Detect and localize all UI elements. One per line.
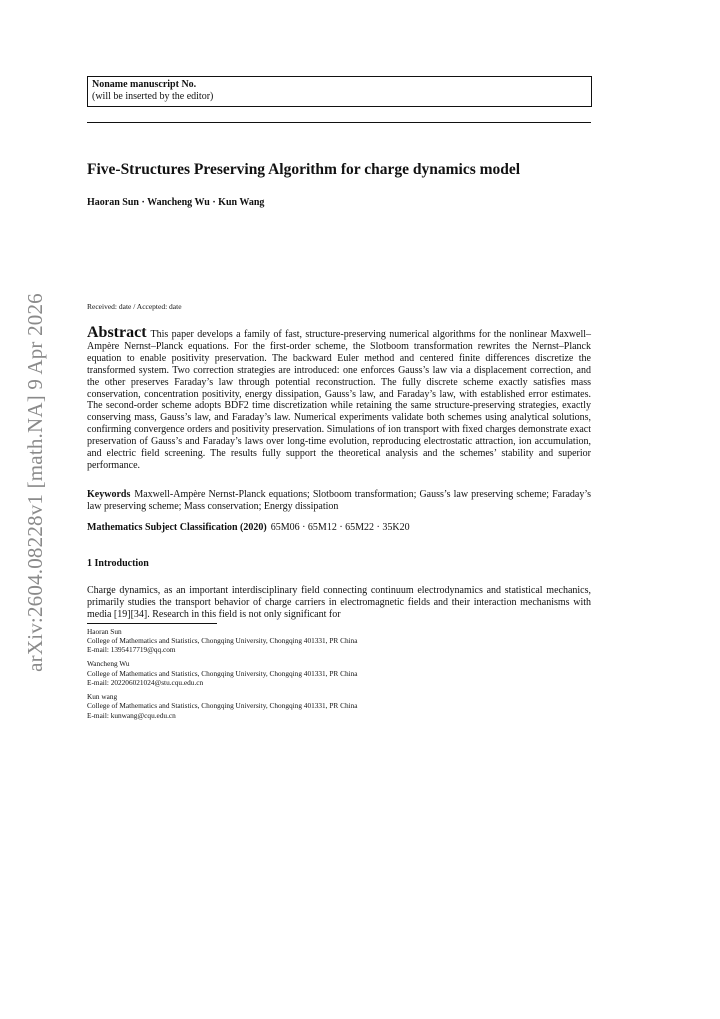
received-accepted-line: Received: date / Accepted: date <box>87 302 182 311</box>
header-rule <box>87 122 591 123</box>
keywords-heading: Keywords <box>87 488 131 500</box>
editor-note: (will be inserted by the editor) <box>92 91 214 102</box>
manuscript-number-label: Noname manuscript No. <box>92 79 197 90</box>
affiliation-email: E-mail: 1395417719@qq.com <box>87 645 176 655</box>
paper-page <box>87 76 591 720</box>
manuscript-number-box <box>87 76 592 107</box>
msc-codes: 65M06 · 65M12 · 65M22 · 35K20 <box>270 521 410 533</box>
abstract-block <box>87 324 591 472</box>
affiliation-entry <box>87 659 591 687</box>
msc-heading: Mathematics Subject Classification (2020) <box>87 521 267 533</box>
affiliation-address: College of Mathematics and Statistics, Chongqing University, Chongqing 401331, PR China <box>87 668 358 678</box>
msc-block <box>87 522 591 533</box>
affiliation-author-name: Kun wang <box>87 692 118 702</box>
keywords-text: Maxwell-Ampère Nernst-Planck equations; Slotboom transformation; Gauss’s law preserving scheme; Faraday’s law preserving scheme; Mass conservation; Energy dissipation <box>87 488 591 512</box>
arxiv-identifier-text: arXiv:2604.08228v1 [math.NA] 9 Apr 2026 <box>22 293 47 672</box>
author-list: Haoran Sun · Wancheng Wu · Kun Wang <box>87 197 265 208</box>
abstract-text: This paper develops a family of fast, structure-preserving numerical algorithms for the nonlinear Maxwell–Ampère Nernst–Planck equations. For the first-order scheme, the Slotboom transformation rewrites the Nernst–Planck equation to enable positivity preservation. The backward Euler method and centered finite differences discretize the transformed system. Two correction strategies are introduced: one enforces Gauss’s law via a displacement correction, and the other preserves Faraday’s law through potential reconstruction. The fully discrete scheme exactly satisfies mass conservation, concentration positivity, energy dissipation, Gauss’s law, and Faraday’s law, with established error estimates. The second-order scheme adopts BDF2 time discretization while retaining the same structure-preserving strategies, exactly conserving mass, Gauss’s law, and Faraday’s law. Numerical experiments validate both schemes using analytical solutions, confirming convergence orders and positivity preservation. Simulations of ion transport with fixed charges demonstrate exact preservation of Gauss’s and Faraday’s laws over long-time evolution, reproducing electrostatic attraction, ion accumulation, and electric field screening. The results fully support the theoretical analysis and the schemes’ stability and superior performance. <box>87 329 591 471</box>
affiliation-email: E-mail: 202206021024@stu.cqu.edu.cn <box>87 677 204 687</box>
affiliation-entry <box>87 627 591 655</box>
affiliation-address: College of Mathematics and Statistics, Chongqing University, Chongqing 401331, PR China <box>87 636 358 646</box>
affiliation-entry <box>87 692 591 720</box>
affiliation-address: College of Mathematics and Statistics, Chongqing University, Chongqing 401331, PR China <box>87 701 358 711</box>
introduction-paragraph: Charge dynamics, as an important interdisciplinary field connecting continuum electrodynamics and statistical mechanics, primarily studies the transport behavior of charge carriers in electromagnetic fields and their interaction mechanisms with media [19][34]. Research in this field is not only significant for <box>87 584 591 620</box>
abstract-heading: Abstract <box>87 324 147 341</box>
arxiv-identifier-stamp <box>18 290 52 675</box>
paper-title: Five-Structures Preserving Algorithm for charge dynamics model <box>87 161 521 178</box>
affiliation-author-name: Wancheng Wu <box>87 659 130 669</box>
footnote-rule <box>87 623 217 624</box>
keywords-block <box>87 489 591 513</box>
section-heading-introduction: 1 Introduction <box>87 557 149 569</box>
affiliation-email: E-mail: kunwang@cqu.edu.cn <box>87 710 176 720</box>
affiliation-author-name: Haoran Sun <box>87 626 122 636</box>
